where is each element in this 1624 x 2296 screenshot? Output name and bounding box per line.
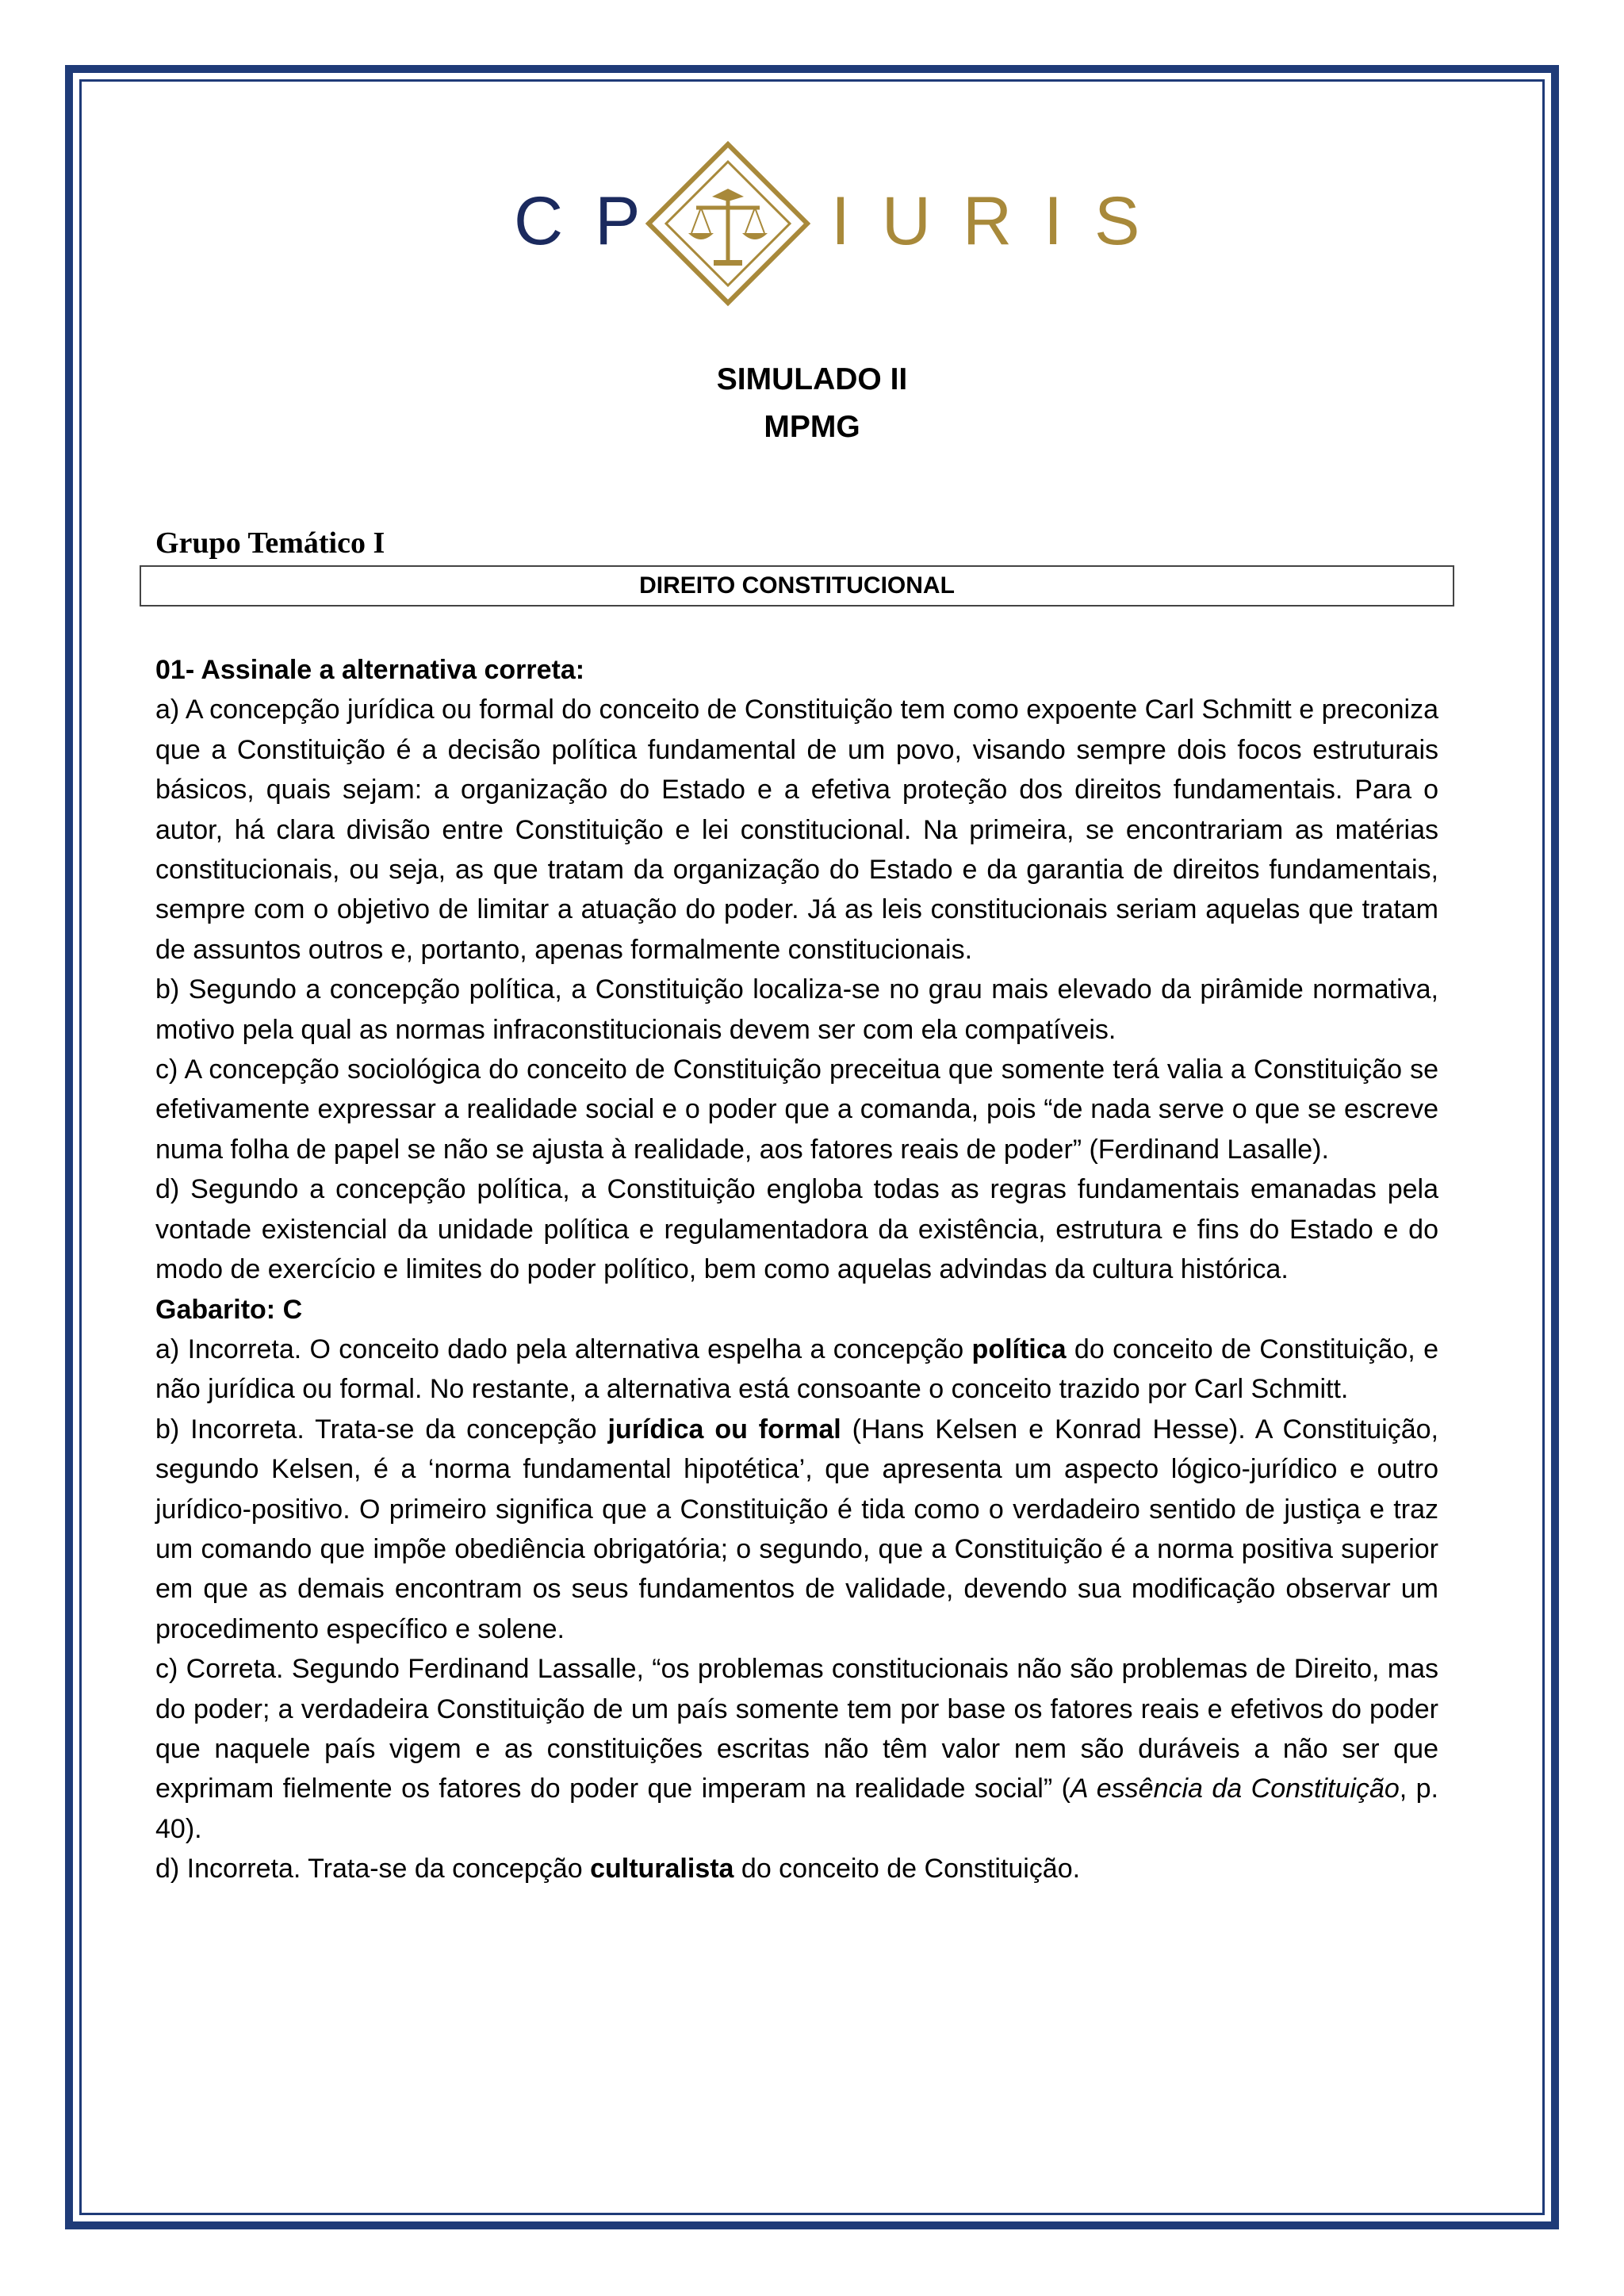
subject-header: DIREITO CONSTITUCIONAL <box>140 565 1454 607</box>
page-subtitle: MPMG <box>764 410 860 444</box>
logo-left-text: CP <box>514 183 672 259</box>
option-d: d) Segundo a concepção política, a Constituição engloba todas as regras fundamentais emanadas pela vontade existencial da unidade política e regulamentadora da existência, estrutura e fins do Estado e do modo de exercício e limites do poder político, bem como aquelas advindas da cultura histórica. <box>155 1174 1438 1285</box>
scales-of-justice-icon <box>649 144 807 303</box>
explanation-c: c) Correta. Segundo Ferdinand Lassalle, “os problemas constitucionais não são problemas de Direito, mas do poder; a verdadeira Constituição de um país somente tem por base os fatores reais e efetivos do poder que naquele país vigem e as constituições escritas não têm valor nem são duráveis a não ser que exprimam fielmente os fatores do poder que imperam na realidade social” (A essência da Constituição, p. 40). <box>155 1654 1438 1844</box>
cp-iuris-logo <box>396 135 1228 309</box>
option-a: a) A concepção jurídica ou formal do conceito de Constituição tem como expoente Carl Schmitt e preconiza que a Constituição é a decisão política fundamental de um povo, visando sempre dois focos estruturais básicos, quais sejam: a organização do Estado e a efetiva proteção dos direitos fundamentais. Para o autor, há clara divisão entre Constituição e lei constitucional. Na primeira, se encontrariam as matérias constitucionais, ou seja, as que tratam da organização do Estado e da garantia de direitos fundamentais, sempre com o objetivo de limitar a atuação do poder. Já as leis constitucionais seriam aquelas que tratam de assuntos outros e, portanto, apenas formalmente constitucionais. <box>155 695 1438 965</box>
option-c: c) A concepção sociológica do conceito de Constituição preceitua que somente terá valia a Constituição se efetivamente expressar a realidade social e o poder que a comanda, pois “de nada serve o que se escreve numa folha de papel se não se ajusta à realidade, aos fatores reais de poder” (Ferdinand Lasalle). <box>155 1054 1438 1165</box>
option-b: b) Segundo a concepção política, a Constituição localiza-se no grau mais elevado da pirâmide normativa, motivo pela qual as normas infraconstitucionais devem ser com ela compatíveis. <box>155 974 1438 1045</box>
page-title: SIMULADO II <box>716 362 908 396</box>
answer-key-title: Gabarito: C <box>155 1294 303 1325</box>
explanation-b: b) Incorreta. Trata-se da concepção jurídica ou formal (Hans Kelsen e Konrad Hesse). A Constituição, segundo Kelsen, é a ‘norma fundamental hipotética’, que apresenta um aspecto lógico-jurídico e outro jurídico-positivo. O primeiro significa que a Constituição é tida como o verdadeiro sentido de justiça e traz um comando que impõe obediência obrigatória; o segundo, que a Constituição é a norma positiva superior em que as demais encontram os seus fundamentos de validade, devendo sua modificação observar um procedimento específico e solene. <box>155 1414 1438 1644</box>
question-title: 01- Assinale a alternativa correta: <box>155 655 585 685</box>
explanation-d: d) Incorreta. Trata-se da concepção culturalista do conceito de Constituição. <box>155 1854 1081 1885</box>
group-title: Grupo Temático I <box>155 526 385 560</box>
logo-right-text: IURIS <box>831 183 1172 259</box>
question-content <box>155 650 1438 1889</box>
explanation-a: a) Incorreta. O conceito dado pela alternativa espelha a concepção política do conceito de Constituição, e não jurídica ou formal. No restante, a alternativa está consoante o conceito trazido por Carl Schmitt. <box>155 1334 1438 1405</box>
